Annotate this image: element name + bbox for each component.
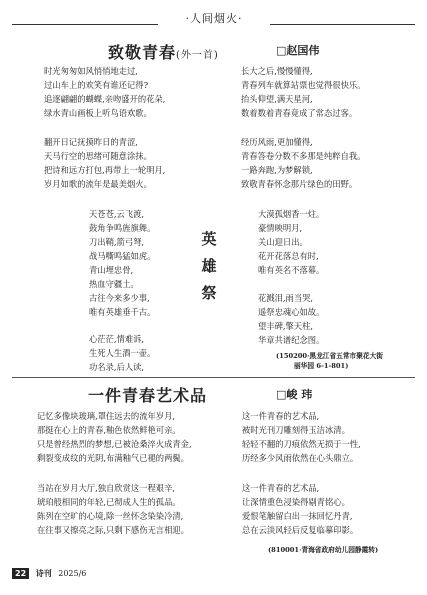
poem2-right-stanza-2 — [242, 481, 358, 537]
verse-line: 花开花落总有时, — [258, 251, 319, 261]
address-line: 丽华园 6-1-801) — [294, 362, 349, 370]
verse-line: 青山埋忠骨, — [89, 265, 134, 275]
poem2-author: □峻 玮 — [276, 388, 313, 401]
verse-line: 长大之后,慢慢懂得, — [241, 66, 313, 76]
poem2-title: 一件青春艺术品 — [88, 386, 208, 405]
title-char: 祭 — [201, 284, 217, 302]
verse-line: 历经多少风雨依然在心头鼎立。 — [242, 453, 359, 463]
poem1-left-stanza-1 — [44, 64, 165, 120]
verse-line: 青春答卷分数不多那是纯粹自我。 — [241, 151, 366, 161]
verse-line: 青春列车就算站票也觉得很快乐。 — [241, 80, 366, 90]
middle-right-stanza-2 — [258, 291, 324, 347]
section-divider — [12, 377, 415, 378]
verse-line: 这一件青春的艺术品, — [242, 411, 320, 421]
poem1-right-stanza-1 — [241, 64, 365, 120]
poem2-left-stanza-1 — [37, 409, 192, 465]
verse-line: 关山迎日出。 — [258, 237, 308, 247]
verse-line: 遥祭忠魂心如故。 — [258, 307, 325, 317]
verse-line: 岁月如歌的流年是最美烟火。 — [44, 179, 152, 189]
verse-line: 刀出鞘,箭弓弩, — [89, 237, 145, 247]
verse-line: 花溅泪,雨当哭, — [258, 293, 314, 303]
verse-line: 豪情映明月, — [258, 223, 303, 233]
verse-line: 致敬青春怀念那片绿色的田野。 — [241, 179, 358, 189]
verse-line: 当站在岁月大厅,独自欣赏这一程艰辛, — [37, 483, 176, 493]
verse-line: 热血守疆土。 — [89, 279, 139, 289]
verse-line: 琥珀般相同的年轻,已彻成人生的孤品。 — [37, 497, 181, 507]
title-char: 英 — [201, 230, 217, 248]
verse-line: 天马行空的思绪可随意涂抹。 — [44, 151, 152, 161]
verse-line: 经历风雨,更加懂得, — [241, 137, 313, 147]
verse-line: 大漠孤烟香一炷。 — [258, 209, 325, 219]
verse-line: 天苍苍,云飞渡, — [89, 209, 145, 219]
verse-line: 陈列在空旷的心境,除一丝怀念染染冷清, — [37, 511, 184, 521]
middle-right-stanza-1 — [258, 207, 324, 277]
verse-line: 这一件青春的艺术品, — [242, 483, 320, 493]
verse-line: 被时光刊刀雕刻得玉洁冰清。 — [242, 425, 350, 435]
poem1-right-stanza-2 — [241, 135, 365, 191]
magazine-logo: 诗刊 — [35, 568, 52, 578]
poem1-title-text: 致敬青春 — [108, 43, 177, 62]
middle-address — [276, 351, 383, 371]
verse-line: 古往今来多少事, — [89, 293, 150, 303]
verse-line: 战马嘶鸣猛如虎。 — [89, 251, 156, 261]
verse-line: 鼓角争鸣旌旗舞。 — [89, 223, 156, 233]
verse-line: 爱恨笔触留白出一抹回忆丹青, — [242, 511, 353, 521]
page-footer — [12, 568, 412, 583]
verse-line: 生死人生酒一壶。 — [89, 348, 156, 358]
verse-line: 唯有英雄垂千古。 — [89, 307, 156, 317]
poem1-author: □赵国伟 — [276, 44, 320, 57]
page-number: 22 — [12, 568, 29, 579]
address-line: (150200·黑龙江省五常市聚花大街 — [276, 352, 383, 360]
verse-line: 数着数着青春竟成了常态过客。 — [241, 108, 358, 118]
middle-poem-title — [196, 226, 222, 307]
verse-line: 心茫茫,情难诉, — [89, 334, 145, 344]
verse-line: 翻开日记抚摸昨日的青涩, — [44, 137, 138, 147]
verse-line: 一路奔跑,为梦解锁, — [241, 165, 313, 175]
verse-line: 时光匆匆如风悄悄地走过, — [44, 66, 138, 76]
poem2-left-stanza-2 — [37, 481, 189, 537]
verse-line: 绿水青山画板上听鸟语欢歌。 — [44, 108, 152, 118]
poem1-left-stanza-2 — [44, 135, 165, 191]
verse-line: 望丰碑,擎天柱, — [258, 321, 314, 331]
verse-line: 唯有英名不落幕。 — [258, 265, 325, 275]
column-title: ·人间烟火· — [158, 10, 270, 26]
issue-number: 2025/6 — [58, 569, 87, 578]
verse-line: 把诗和远方打包,再带上一轮明月, — [44, 165, 166, 175]
verse-line: 追逐翩翩的蝴蝶,亲吻盛开的花朵, — [44, 94, 166, 104]
poem2-address: (810001·青海省政府幼儿园静霞转) — [268, 546, 379, 554]
verse-line: 抬头仰望,满天星河, — [241, 94, 313, 104]
verse-line: 总在云淡风轻后反复临摹印影。 — [242, 525, 359, 535]
poem2-right-stanza-1 — [242, 409, 361, 465]
verse-line: 记忆多像块玻璃,罩住远去的流年岁月, — [37, 411, 176, 421]
verse-line: 剩裂变成纹的光阴,布满釉气已褪的两鬓。 — [37, 453, 189, 463]
verse-line: 功名录,后人读, — [89, 362, 145, 372]
poem1-subtitle: (外一首) — [176, 50, 219, 61]
verse-line: 过山车上的欢笑有谁还记得? — [44, 80, 149, 90]
verse-line: 只是曾经热烈的梦想,已被沧桑淬火成青金, — [37, 439, 192, 449]
verse-line: 轻轻不翻的刀痕依然无损于一性, — [242, 439, 361, 449]
verse-line: 在往事又擦亮之际,只剩下感伤无言相迎。 — [37, 525, 189, 535]
verse-line: 那挺在心上的青春,釉色依然鲜艳可亲。 — [37, 425, 181, 435]
poem1-title — [108, 40, 219, 63]
verse-line: 让深情重色浸染得剔青铭心。 — [242, 497, 350, 507]
middle-left-stanza-2 — [89, 332, 155, 374]
middle-left-stanza-1 — [89, 207, 155, 319]
title-char: 雄 — [201, 257, 217, 275]
verse-line: 华章共谱纪念图。 — [258, 335, 325, 345]
